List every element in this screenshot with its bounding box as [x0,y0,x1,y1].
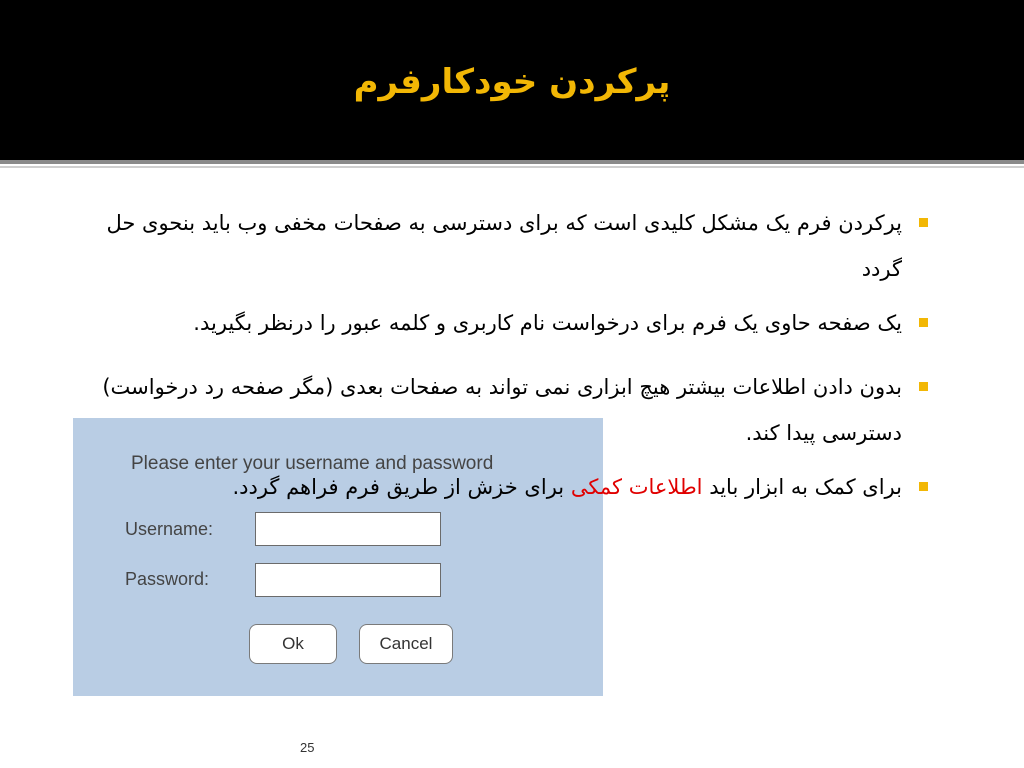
bullet-square-icon [919,382,928,391]
title-bar [0,0,1024,160]
bullet-text: پرکردن فرم یک مشکل کلیدی است که برای دسترسی به صفحات مخفی وب باید بنحوی حل گردد [106,211,902,281]
bullet-text: بدون دادن اطلاعات بیشتر هیچ ابزاری نمی تواند به صفحات بعدی (مگر صفحه رد درخواست) دسترسی پیدا کند. [102,375,902,445]
bullet-item [100,464,932,510]
cancel-button[interactable]: Cancel [359,624,453,664]
bullet-square-icon [919,218,928,227]
highlighted-term: اطلاعات کمکی [570,475,703,499]
divider-light [0,166,1024,168]
bullet-item [100,200,932,292]
bullet-item [100,300,932,346]
form-heading: Please enter your username and password [131,453,494,474]
password-field[interactable] [255,563,441,597]
bullet-text-start: برای کمک به ابزار باید [702,475,902,499]
ok-button[interactable]: Ok [249,624,337,664]
bullet-item [100,364,932,456]
bullet-square-icon [919,318,928,327]
bullet-square-icon [919,482,928,491]
bullet-text-end: برای خزش از طریق فرم فراهم گردد. [232,475,571,499]
password-label: Password: [125,569,210,589]
slide-title: پرکردن خودکارفرم [353,62,671,102]
page-number: 25 [300,740,315,755]
username-label: Username: [125,519,214,539]
divider [0,160,1024,164]
bullet-list [100,200,932,518]
bullet-text: یک صفحه حاوی یک فرم برای درخواست نام کاربری و کلمه عبور را درنظر بگیرید. [193,311,902,335]
